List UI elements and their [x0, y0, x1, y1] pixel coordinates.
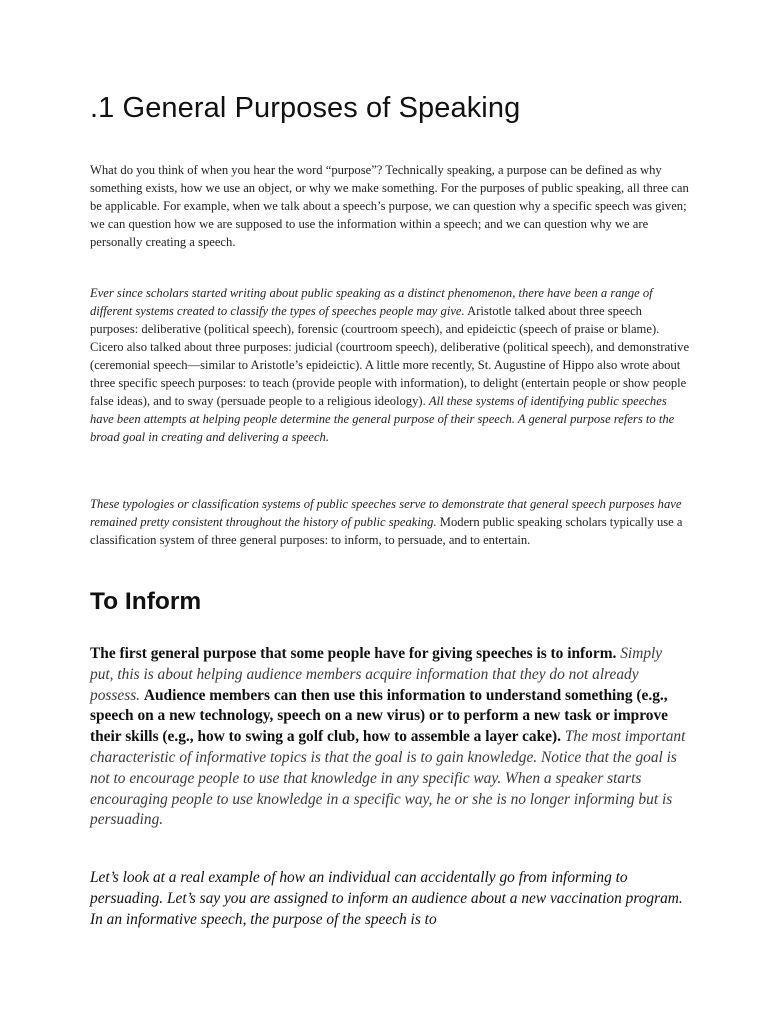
- page-title: .1 General Purposes of Speaking: [90, 92, 521, 124]
- systems-lead-sentence: Ever since scholars started writing about public speaking as a distinct phenomenon, there have been a range of different systems created to classify the types of speeches people may give.: [90, 286, 653, 318]
- typologies-lead-sentence: These typologies or classification systems of public speeches serve to demonstrate that general speech purposes have remained pretty consistent throughout the history of public speaking.: [90, 497, 682, 529]
- intro-paragraph: What do you think of when you hear the word “purpose”? Technically speaking, a purpose can be defined as why something exists, how we use an object, or why we make something. For the purposes of public speaking, all three can be applicable. For example, when we talk about a speech’s purpose, we can question why a specific speech was given; we can question how we are supposed to use the information within a speech; and we can question why we are personally creating a speech.: [90, 163, 689, 249]
- systems-body: Aristotle talked about three speech purposes: deliberative (political speech), forensic (courtroom speech), and epideictic (speech of praise or blame). Cicero also talked about three purposes: judicial (courtroom speech), deliberative (political speech), and demonstrative (ceremonial speech—similar to Aristotle’s epideictic). A little more recently, St. Augustine of Hippo also wrote about three specific speech purposes: to teach (provide people with information), to delight (entertain people or show people false ideas), and to sway (persuade people to a religious ideology).: [90, 304, 690, 408]
- vaccination-example-paragraph: Let’s look at a real example of how an individual can accidentally go from informing to persuading. Let’s say you are assigned to inform an audience about a new vaccination program. In an informative speech, the purpose of the speech is to: [90, 869, 683, 928]
- typologies-paragraph: [90, 495, 690, 549]
- inform-simply-put: Simply put, this is about helping audience members acquire information that they do not already possess.: [90, 645, 663, 704]
- inform-characteristic: The most important characteristic of informative topics is that the goal is to gain knowledge. Notice that the goal is not to encourage people to use that knowledge in any specific way. When a speaker starts encouraging people to use knowledge in a specific way, he or she is no longer informing but is persuading.: [90, 728, 686, 829]
- typologies-body: Modern public speaking scholars typically use a classification system of three general purposes: to inform, to persuade, and to entertain.: [90, 515, 683, 547]
- inform-examples: Audience members can then use this information to understand something (e.g., speech on a new technology, speech on a new virus) or to perform a new task or improve their skills (e.g., how to swing a golf club, how to assemble a layer cake).: [90, 686, 668, 746]
- section-heading-to-inform: To Inform: [90, 588, 202, 615]
- inform-paragraph: [90, 644, 688, 831]
- systems-paragraph: [90, 284, 690, 446]
- general-purpose-definition: All these systems of identifying public speeches have been attempts at helping people determine the general purpose of their speech. A general purpose refers to the broad goal in creating and delivering a speech.: [90, 394, 675, 444]
- inform-lead-sentence: The first general purpose that some people have for giving speeches is to inform.: [90, 645, 617, 662]
